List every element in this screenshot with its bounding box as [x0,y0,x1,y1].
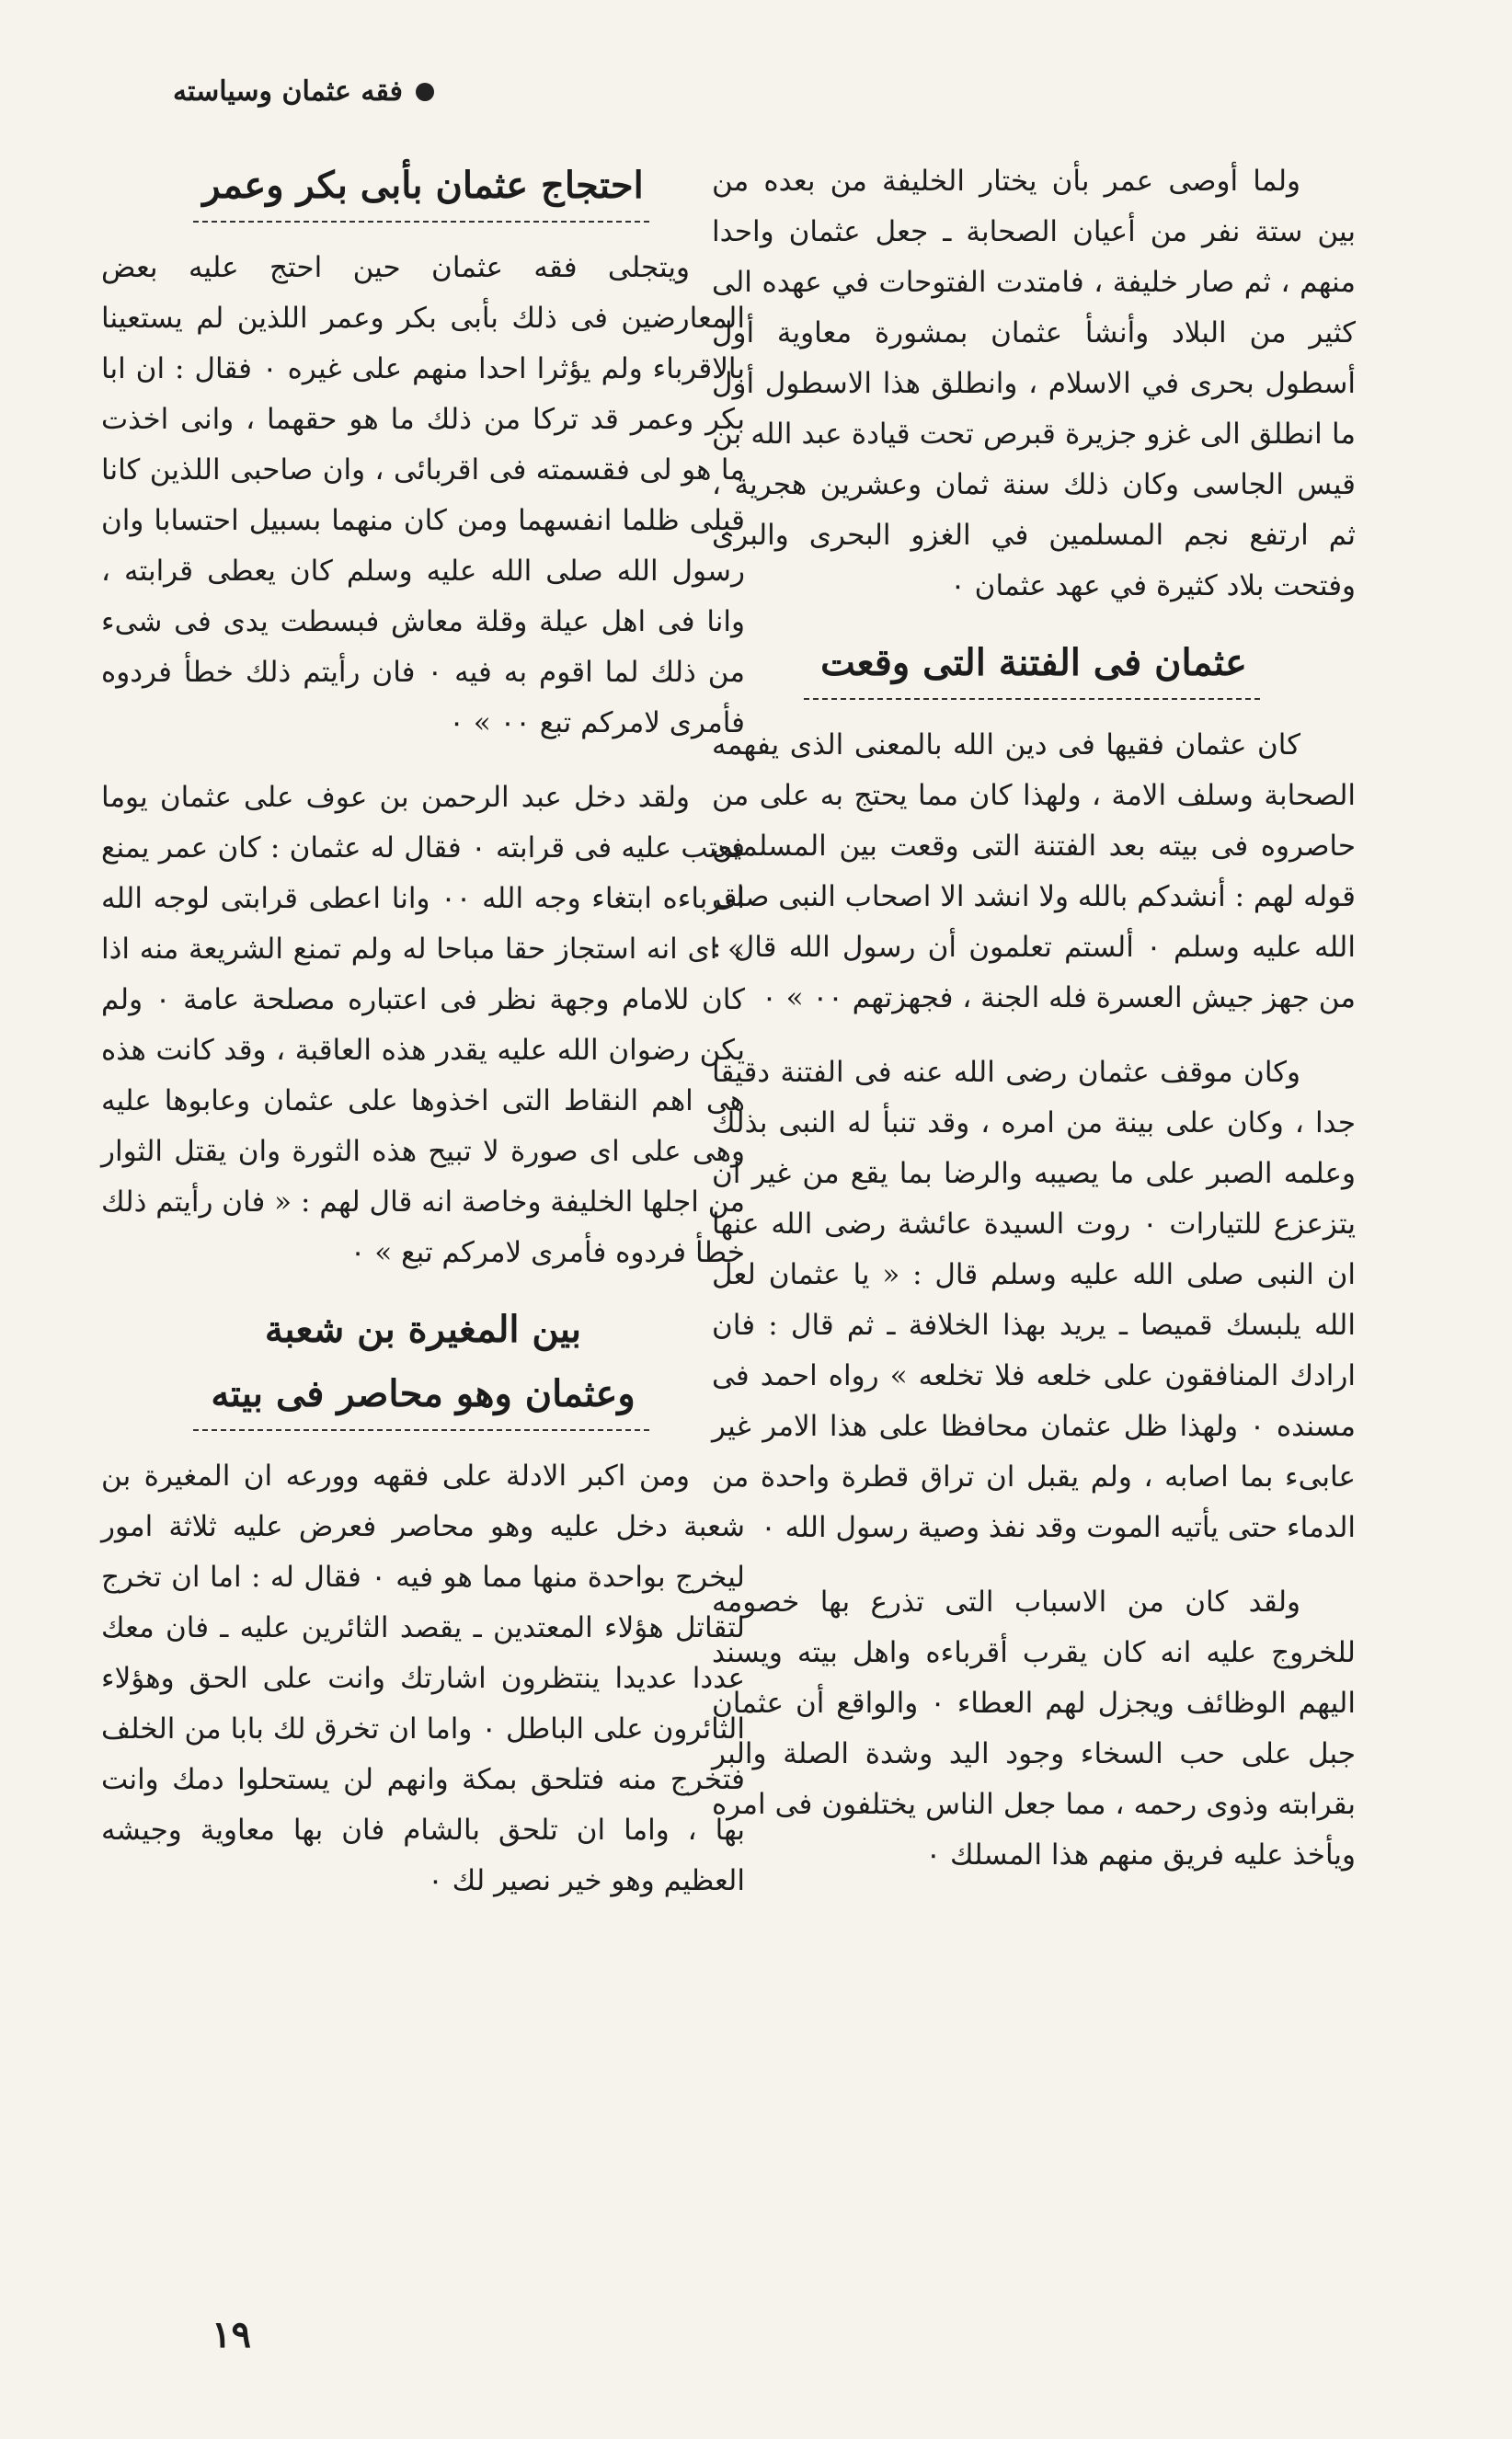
bullet-icon [416,83,434,101]
paragraph: ولقد دخل عبد الرحمن بن عوف على عثمان يوما فعتب عليه فى قرابته ٠ فقال له عثمان : كان عمر يمنع اقرباءه ابتغاء وجه الله ٠٠ وانا اعطى قرابتى لوجه الله » اى انه استجاز حقا مباحا له ولم تمنع الشريعة منه اذا كان للامام وجهة نظر فى اعتباره مصلحة عامة ٠ ولم يكن رضوان الله عليه يقدر هذه العاقبة ، وقد كانت هذه هى اهم النقاط التى اخذوها على عثمان وعابوها عليه وهى على اى صورة لا تبيح هذه الثورة وان يقتل الثوار من اجلها الخليفة وخاصة انه قال لهم : « فان رأيتم ذلك خطأ فردوه فأمرى لامركم تبع » ٠ [101,781,746,1269]
left-column [101,149,745,1930]
heading-rule [193,1426,653,1435]
paragraph: كان عثمان فقيها فى دين الله بالمعنى الذى يفهمه الصحابة وسلف الامة ، ولهذا كان مما يحتج به على من حاصروه فى بيته بعد الفتنة التى وقعت بين المسلمين قوله لهم : أنشدكم بالله ولا انشد الا اصحاب النبى صلى الله عليه وسلم ٠ ألستم تعلمون أن رسول الله قال : من جهز جيش العسرة فله الجنة ، فجهزتهم ٠٠ » ٠ [712,728,1356,1014]
section-heading: عثمان فى الفتنة التى وقعت [820,641,1247,684]
paragraph: ويتجلى فقه عثمان حين احتج عليه بعض المعارضين فى ذلك بأبى بكر وعمر اللذين لم يستعينا بالاقرباء ولم يؤثرا احدا منهم على غيره ٠ فقال : ان ابا بكر وعمر قد تركا من ذلك ما هو حقهما ، وانى اخذت ما هو لى فقسمته فى اقربائى ، وان صاحبى اللذين كانا قبلى ظلما انفسهما ومن كان منهما بسبيل احتسابا وان رسول الله صلى الله عليه وسلم كان يعطى قرابته ، وانا فى اهل عيلة وقلة معاش فبسطت يدى فى شىء من ذلك لما اقوم به فيه ٠ فان رأيتم ذلك خطأ فردوه فأمرى لامركم تبع ٠٠ » ٠ [101,251,745,739]
right-column [712,156,1356,1905]
section-heading-line-2: وعثمان وهو محاصر فى بيته [211,1372,636,1415]
running-title: فقه عثمان وسياسته [172,75,403,108]
section-heading: احتجاج عثمان بأبى بكر وعمر [202,164,644,207]
heading-rule [193,217,653,226]
paragraph: ومن اكبر الادلة على فقهه وورعه ان المغيرة بن شعبة دخل عليه وهو محاصر فعرض عليه ثلاثة امور ليخرج بواحدة منها مما هو فيه ٠ فقال له : اما ان تخرج لتقاتل هؤلاء المعتدين ـ يقصد الثائرين عليه ـ فان معك عددا عديدا ينتظرون اشارتك وانت على الحق وهؤلاء الثائرون على الباطل ٠ واما ان تخرق لك بابا من الخلف فتخرج منه فتلحق بمكة وانهم لن يستحلوا دمك وانت بها ، واما ان تلحق بالشام فان بها معاوية وجيشه العظيم وهو خير نصير لك ٠ [101,1460,745,1897]
heading-rule [804,694,1264,704]
paragraph: ولقد كان من الاسباب التى تذرع بها خصومه للخروج عليه انه كان يقرب أقرباءه واهل بيته ويسند اليهم الوظائف ويجزل لهم العطاء ٠ والواقع أن عثمان جبل على حب السخاء وجود اليد وشدة الصلة والبر بقرابته وذوى رحمه ، مما جعل الناس يختلفون فى امره ويأخذ عليه فريق منهم هذا المسلك ٠ [712,1586,1356,1872]
running-header [48,75,434,108]
paragraph: ولما أوصى عمر بأن يختار الخليفة من بعده من بين ستة نفر من أعيان الصحابة ـ جعل عثمان واحدا منهم ، ثم صار خليفة ، فامتدت الفتوحات في عهده الى كثير من البلاد وأنشأ عثمان بمشورة معاوية أول أسطول بحرى في الاسلام ، وانطلق هذا الاسطول أول ما انطلق الى غزو جزيرة قبرص تحت قيادة عبد الله بن قيس الجاسى وكان ذلك سنة ثمان وعشرين هجرية ، ثم ارتفع نجم المسلمين في الغزو البحرى والبرى وفتحت بلاد كثيرة في عهد عثمان ٠ [712,165,1356,602]
page-number: ١٩ [212,2313,251,2356]
paragraph: وكان موقف عثمان رضى الله عنه فى الفتنة دقيقا جدا ، وكان على بينة من امره ، وقد تنبأ له النبى بذلك وعلمه الصبر على ما يصيبه والرضا بما يقع من غير ان يتزعزع للتيارات ٠ روت السيدة عائشة رضى الله عنها ان النبى صلى الله عليه وسلم قال : « يا عثمان لعل الله يلبسك قميصا ـ يريد بهذا الخلافة ـ ثم قال : فان ارادك المنافقون على خلعه فلا تخلعه » رواه احمد فى مسنده ٠ ولهذا ظل عثمان محافظا على هذا الامر غير عابىء بما اصابه ، ولم يقبل ان تراق قطرة واحدة من الدماء حتى يأتيه الموت وقد نفذ وصية رسول الله ٠ [712,1056,1356,1544]
section-heading-line-1: بين المغيرة بن شعبة [264,1308,582,1351]
